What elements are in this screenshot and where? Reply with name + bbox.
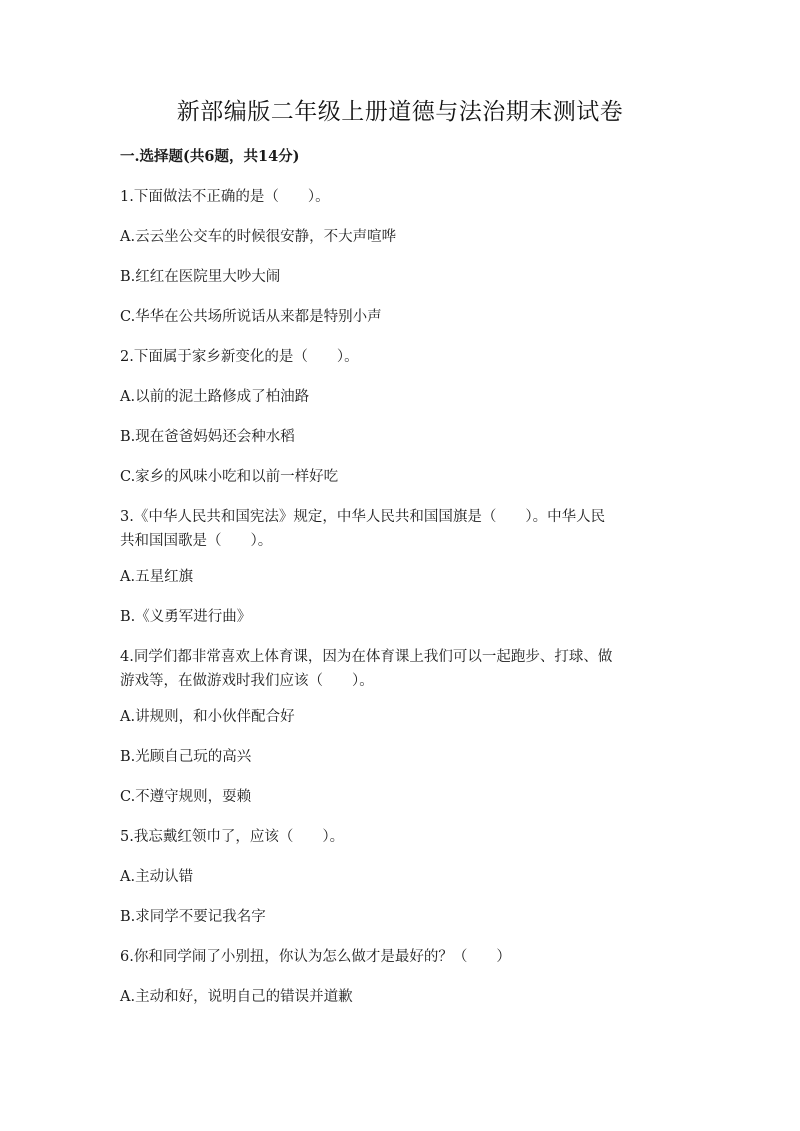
question-5-stem: 5.我忘戴红领巾了，应该（ ）。: [120, 829, 345, 845]
question-3-option-a: A.五星红旗: [120, 569, 194, 585]
question-6-stem: 6.你和同学闹了小别扭，你认为怎么做才是最好的？（ ）: [120, 949, 511, 965]
question-4-option-c: C.不遵守规则，耍赖: [120, 789, 252, 805]
question-4-option-a: A.讲规则，和小伙伴配合好: [120, 709, 295, 725]
question-3-stem-line-2: 共和国国歌是（ ）。: [120, 533, 273, 549]
question-6-option-a: A.主动和好，说明自己的错误并道歉: [120, 989, 353, 1005]
question-4-stem-line-2: 游戏等，在做游戏时我们应该（ ）。: [120, 673, 374, 689]
question-2-stem: 2.下面属于家乡新变化的是（ ）。: [120, 349, 359, 365]
question-3-option-b: B.《义勇军进行曲》: [120, 609, 252, 625]
question-4-stem-line-1: 4.同学们都非常喜欢上体育课，因为在体育课上我们可以一起跑步、打球、做: [120, 649, 613, 665]
question-1-option-a: A.云云坐公交车的时候很安静，不大声喧哗: [120, 229, 397, 245]
question-1-option-b: B.红红在医院里大吵大闹: [120, 269, 281, 285]
section-heading: 一.选择题(共6题，共14分): [120, 148, 300, 165]
question-2-option-a: A.以前的泥土路修成了柏油路: [120, 389, 310, 405]
page-title: 新部编版二年级上册道德与法治期末测试卷: [176, 99, 624, 125]
question-2-option-c: C.家乡的风味小吃和以前一样好吃: [120, 469, 339, 485]
question-2-option-b: B.现在爸爸妈妈还会种水稻: [120, 429, 295, 445]
question-5-option-b: B.求同学不要记我名字: [120, 909, 266, 925]
question-1-option-c: C.华华在公共场所说话从来都是特别小声: [120, 309, 382, 325]
question-5-option-a: A.主动认错: [120, 869, 194, 885]
question-3-stem-line-1: 3.《中华人民共和国宪法》规定，中华人民共和国国旗是（ ）。中华人民: [120, 509, 606, 525]
question-4-option-b: B.光顾自己玩的高兴: [120, 749, 252, 765]
question-1-stem: 1.下面做法不正确的是（ ）。: [120, 189, 330, 205]
